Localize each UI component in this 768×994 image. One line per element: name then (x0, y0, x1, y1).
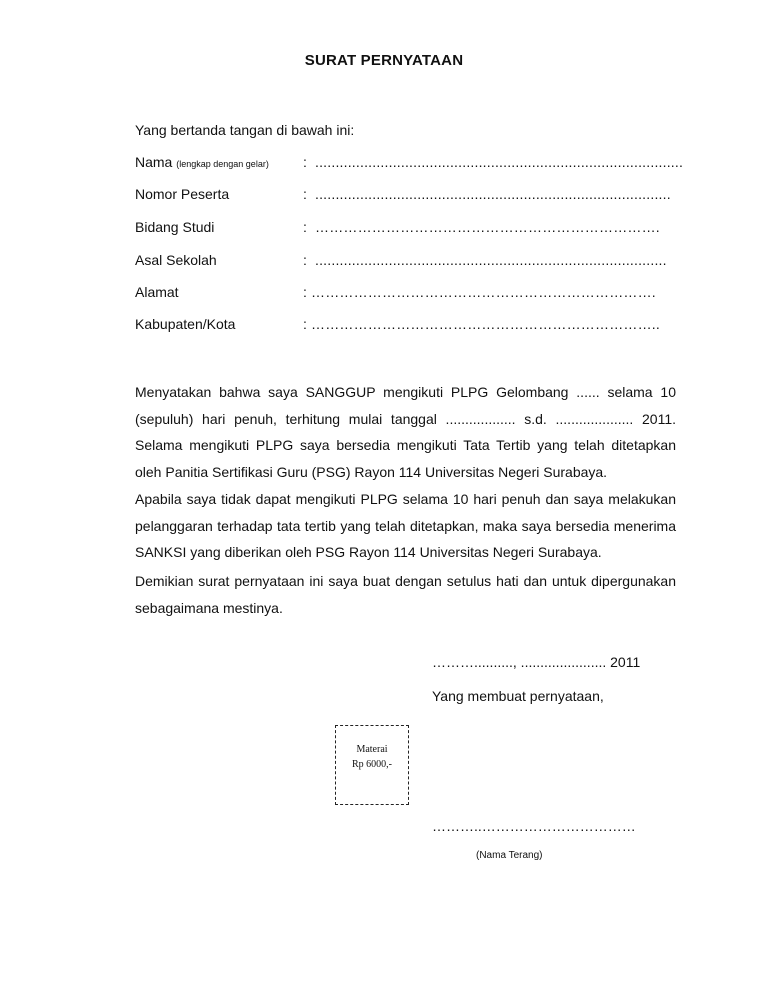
field-label: Kabupaten/Kota (135, 316, 236, 332)
field-colon: : (303, 154, 307, 170)
field-fill-line: ....................................................................................... (315, 186, 671, 202)
closing-paragraph: Demikian surat pernyataan ini saya buat dengan setulus hati dan untuk dipergunakan sebagaimana mestinya. (135, 573, 676, 616)
date-line: ……….........., ...................... 2011 (432, 654, 641, 670)
name-signature-line: ………..…………………………… (432, 818, 636, 834)
field-fill-line: ………………………………………………………………. (311, 284, 656, 300)
field-nama (135, 154, 684, 174)
field-kabupaten-kota (135, 316, 675, 336)
field-fill-line: ………………………………………………………………. (315, 219, 660, 235)
sanction-paragraph: Apabila saya tidak dapat mengikuti PLPG selama 10 hari penuh dan saya melakukan pelanggaran terhadap tata tertib yang telah ditetapkan, maka saya bersedia menerima SANKSI yang diberikan oleh PSG Rayon 114 Universitas Negeri Surabaya. (135, 491, 676, 560)
intro-text: Yang bertanda tangan di bawah ini: (135, 122, 355, 138)
field-note: (lengkap dengan gelar) (176, 159, 269, 169)
field-label: Asal Sekolah (135, 252, 217, 268)
field-colon: : (303, 219, 307, 235)
field-colon: : (303, 284, 307, 300)
name-caption: (Nama Terang) (476, 850, 543, 861)
made-by-label: Yang membuat pernyataan, (432, 688, 604, 704)
field-nomor-peserta (135, 186, 675, 206)
stamp-amount: Rp 6000,- (352, 759, 392, 770)
field-label: Nama (lengkap dengan gelar) (135, 154, 269, 170)
field-bidang-studi (135, 219, 675, 239)
field-colon: : (303, 186, 307, 202)
field-label: Alamat (135, 284, 179, 300)
field-asal-sekolah (135, 252, 675, 272)
field-alamat (135, 284, 675, 304)
field-colon: : (303, 316, 307, 332)
stamp-label: Materai (356, 744, 388, 755)
field-fill-line: ……………………………………………………………….. (311, 316, 660, 332)
field-colon: : (303, 252, 307, 268)
field-fill-line: ...................................................................................... (315, 252, 667, 268)
field-label: Nomor Peserta (135, 186, 230, 202)
stamp-box (335, 725, 409, 805)
document-title: SURAT PERNYATAAN (304, 52, 464, 69)
field-fill-line: .......................................................................................... (315, 154, 684, 170)
field-label: Bidang Studi (135, 219, 215, 235)
statement-paragraph: Menyatakan bahwa saya SANGGUP mengikuti PLPG Gelombang ...... selama 10 (sepuluh) hari penuh, terhitung mulai tanggal .................. s.d. .................... 2011. Selama mengikuti PLPG saya bersedia mengikuti Tata Tertib yang telah ditetapkan oleh Panitia Sertifikasi Guru (PSG) Rayon 114 Universitas Negeri Surabaya. (135, 384, 676, 480)
